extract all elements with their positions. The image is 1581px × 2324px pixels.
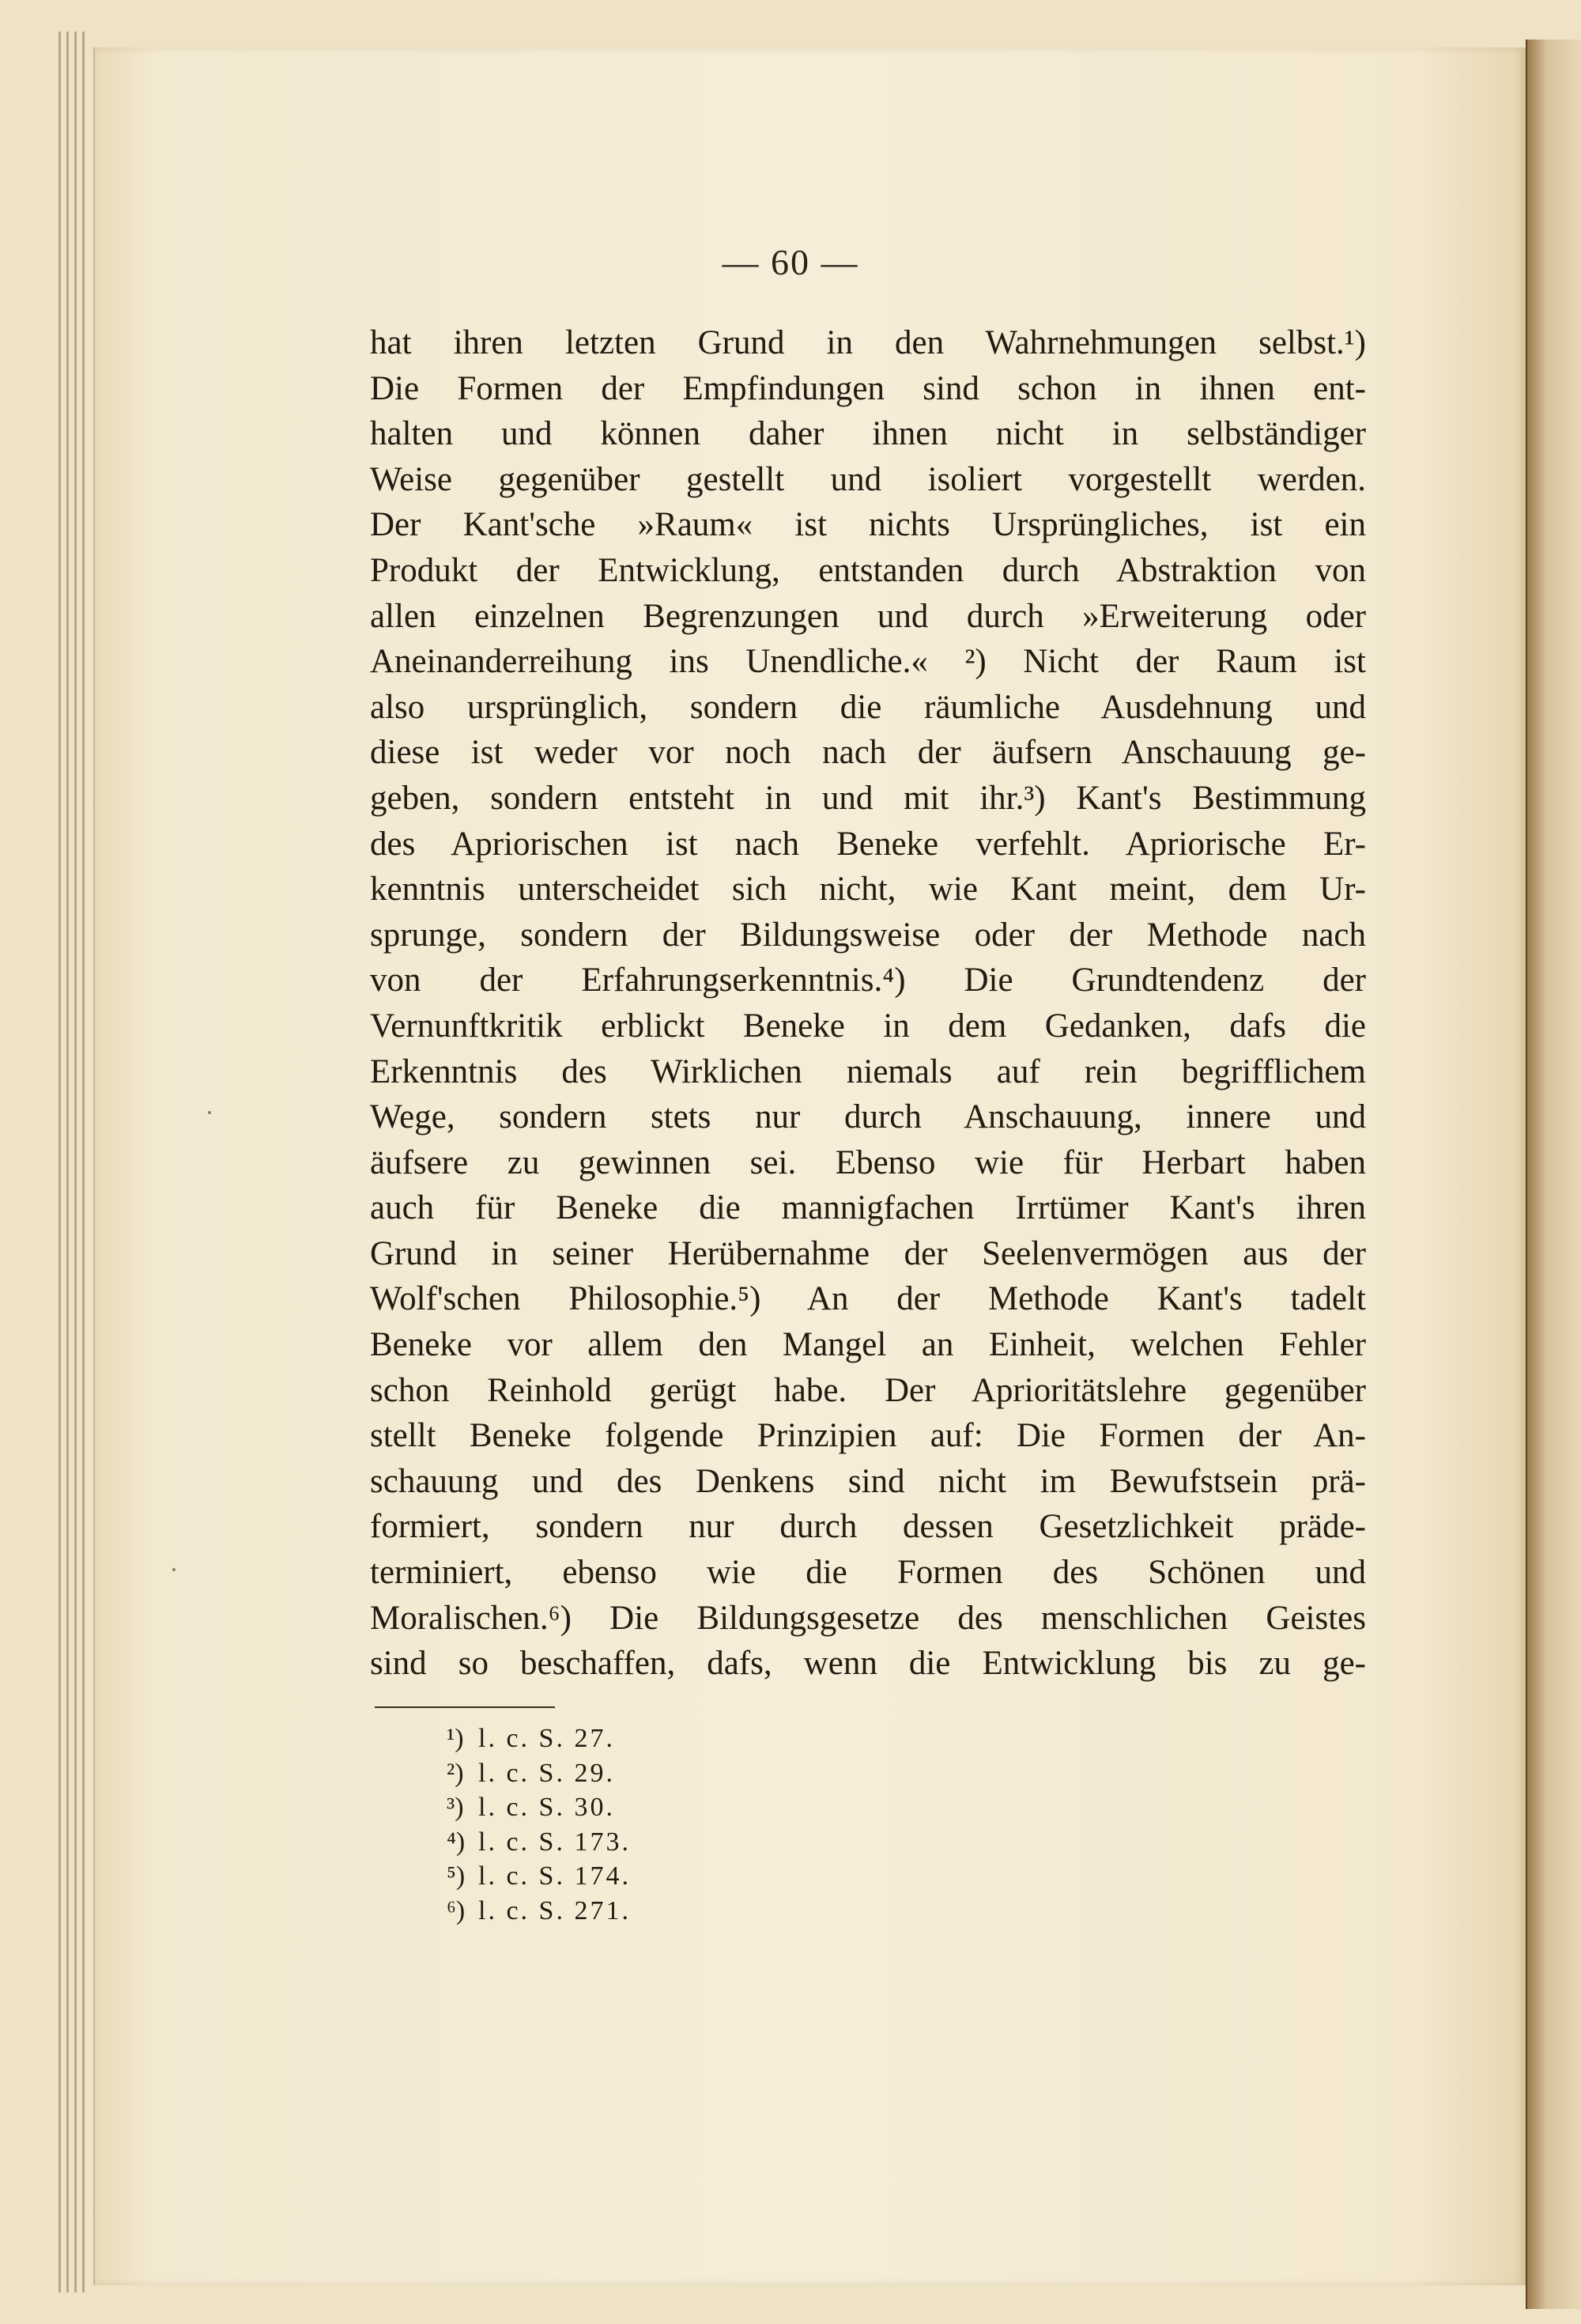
text-line: Wolf'schen Philosophie.⁵) An der Methode Kant's tadelt bbox=[370, 1280, 1366, 1318]
text-line: Moralischen.⁶) Die Bildungsgesetze des menschlichen Geistes bbox=[370, 1599, 1366, 1637]
footnotes bbox=[447, 1721, 631, 1928]
text-line: äufsere zu gewinnen sei. Ebenso wie für Herbart haben bbox=[370, 1143, 1366, 1181]
text-line: halten und können daher ihnen nicht in selbständiger bbox=[370, 415, 1366, 453]
text-line: kenntnis unterscheidet sich nicht, wie Kant meint, dem Ur- bbox=[370, 871, 1366, 909]
footnote-mark: ⁴) bbox=[447, 1827, 466, 1857]
footnote-mark: ¹) bbox=[447, 1724, 464, 1753]
paper-speck bbox=[208, 1111, 211, 1114]
text-line: allen einzelnen Begrenzungen und durch »Erweiterung oder bbox=[370, 597, 1366, 635]
page-edge bbox=[74, 32, 77, 2292]
text-line: schauung und des Denkens sind nicht im Bewufstsein prä- bbox=[370, 1462, 1366, 1500]
paper-speck bbox=[172, 1568, 175, 1571]
text-line: Erkenntnis des Wirklichen niemals auf rein begrifflichem bbox=[370, 1052, 1366, 1090]
footnote-reference: l. c. S. 173. bbox=[478, 1827, 631, 1857]
footnote-mark: ⁵) bbox=[447, 1861, 466, 1891]
footnote-reference: l. c. S. 271. bbox=[478, 1895, 631, 1925]
text-line: Aneinanderreihung ins Unendliche.« ²) Nicht der Raum ist bbox=[370, 643, 1366, 681]
text-line: geben, sondern entsteht in und mit ihr.³) Kant's Bestimmung bbox=[370, 779, 1366, 817]
page-number: — 60 — bbox=[722, 242, 859, 282]
text-line: terminiert, ebenso wie die Formen des Schönen und bbox=[370, 1554, 1366, 1592]
text-line: des Apriorischen ist nach Beneke verfehlt. Apriorische Er- bbox=[370, 825, 1366, 863]
footnote bbox=[447, 1825, 631, 1860]
footnote-reference: l. c. S. 174. bbox=[478, 1861, 631, 1891]
text-line: hat ihren letzten Grund in den Wahrnehmungen selbst.¹) bbox=[370, 324, 1366, 361]
text-line: von der Erfahrungserkenntnis.⁴) Die Grundtendenz der bbox=[370, 962, 1366, 1000]
text-line: Vernunftkritik erblickt Beneke in dem Gedanken, dafs die bbox=[370, 1007, 1366, 1045]
text-line: stellt Beneke folgende Prinzipien auf: Die Formen der An- bbox=[370, 1417, 1366, 1455]
footnote bbox=[447, 1790, 631, 1825]
page-edge bbox=[82, 32, 85, 2292]
body-text bbox=[370, 320, 1366, 1687]
text-line: formiert, sondern nur durch dessen Gesetzlichkeit präde- bbox=[370, 1508, 1366, 1546]
text-line: Der Kant'sche »Raum« ist nichts Ursprüngliches, ist ein bbox=[370, 506, 1366, 544]
text-line: sprunge, sondern der Bildungsweise oder der Methode nach bbox=[370, 916, 1366, 954]
text-line: Produkt der Entwicklung, entstanden durch Abstraktion von bbox=[370, 551, 1366, 589]
footnote-mark: ⁶) bbox=[447, 1895, 466, 1925]
footnote bbox=[447, 1756, 631, 1791]
text-line: Grund in seiner Herübernahme der Seelenvermögen aus der bbox=[370, 1234, 1366, 1272]
text-line: schon Reinhold gerügt habe. Der Aprioritätslehre gegenüber bbox=[370, 1371, 1366, 1409]
page-edge bbox=[66, 32, 69, 2292]
text-line: Beneke vor allem den Mangel an Einheit, welchen Fehler bbox=[370, 1326, 1366, 1364]
footnote-mark: ²) bbox=[447, 1758, 464, 1788]
footnote-reference: l. c. S. 29. bbox=[478, 1758, 615, 1788]
footnote-reference: l. c. S. 27. bbox=[478, 1724, 615, 1753]
footnote bbox=[447, 1894, 631, 1929]
footnote-separator bbox=[375, 1706, 555, 1708]
text-line: Weise gegenüber gestellt und isoliert vorgestellt werden. bbox=[370, 460, 1366, 498]
footnote-mark: ³) bbox=[447, 1793, 464, 1822]
text-line: Die Formen der Empfindungen sind schon in ihnen ent- bbox=[370, 369, 1366, 407]
text-line: diese ist weder vor noch nach der äufsern Anschauung ge- bbox=[370, 734, 1366, 772]
text-line: Wege, sondern stets nur durch Anschauung, innere und bbox=[370, 1098, 1366, 1136]
text-line: also ursprünglich, sondern die räumliche Ausdehnung und bbox=[370, 688, 1366, 726]
text-line: auch für Beneke die mannigfachen Irrtümer Kant's ihren bbox=[370, 1189, 1366, 1227]
page-edge bbox=[58, 32, 61, 2292]
footnote-reference: l. c. S. 30. bbox=[478, 1793, 615, 1822]
text-line: sind so beschaffen, dafs, wenn die Entwicklung bis zu ge- bbox=[370, 1645, 1366, 1683]
footnote bbox=[447, 1721, 631, 1756]
footnote bbox=[447, 1859, 631, 1894]
adjacent-page-edge bbox=[1526, 40, 1581, 2309]
